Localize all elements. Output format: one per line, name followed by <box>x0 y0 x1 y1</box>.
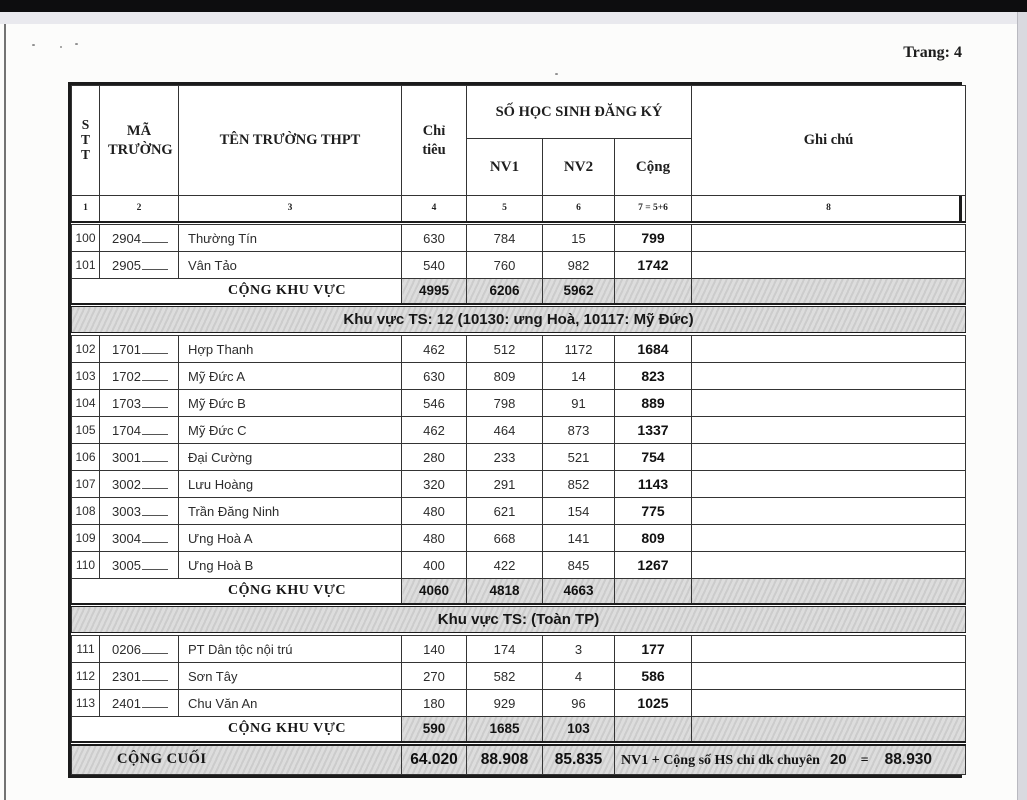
nv1-cell: 798 <box>467 390 543 417</box>
chi-tieu-cell: 546 <box>402 390 467 417</box>
ghi-chu-cell <box>692 252 966 279</box>
nv1-cell: 582 <box>467 663 543 690</box>
nv1-cell: 291 <box>467 471 543 498</box>
header-ma-truong-label: MÃ TRƯỜNG <box>108 123 173 158</box>
grand-total-row <box>72 745 966 775</box>
nv1-cell: 809 <box>467 363 543 390</box>
nv2-cell: 141 <box>543 525 615 552</box>
school-name-cell: Chu Văn An <box>179 690 402 717</box>
stt-cell: 111 <box>72 636 100 663</box>
grand-total-label-cell: CỘNG CUỐI <box>72 745 402 775</box>
code-cell <box>100 417 179 444</box>
stt-cell: 106 <box>72 444 100 471</box>
nv2-cell: 96 <box>543 690 615 717</box>
nv2-cell: 852 <box>543 471 615 498</box>
school-name-cell: Sơn Tây <box>179 663 402 690</box>
column-number: 8 <box>692 196 966 222</box>
stt-cell: 112 <box>72 663 100 690</box>
school-name-cell: Trần Đăng Ninh <box>179 498 402 525</box>
nv1-sum-cell: 4818 <box>467 579 543 604</box>
ghi-chu-cell <box>692 690 966 717</box>
chi-tieu-cell: 180 <box>402 690 467 717</box>
school-code: 0206 <box>112 641 141 657</box>
code-blank-line <box>142 424 168 435</box>
cong-cell: 775 <box>615 498 692 525</box>
nv2-cell: 4 <box>543 663 615 690</box>
region-sum-row <box>72 717 966 742</box>
cong-cell: 1337 <box>615 417 692 444</box>
code-blank-line <box>142 397 168 408</box>
cong-cell: 809 <box>615 525 692 552</box>
code-cell <box>100 498 179 525</box>
sum-label-cell: CỘNG KHU VỰC <box>72 279 402 304</box>
school-code: 3004 <box>112 530 141 546</box>
code-blank-line <box>142 505 168 516</box>
nv2-cell: 521 <box>543 444 615 471</box>
stt-letter: T <box>80 146 90 162</box>
chi-tieu-sum-cell: 590 <box>402 717 467 742</box>
stt-letter: S <box>81 117 90 133</box>
nv1-sum-cell: 1685 <box>467 717 543 742</box>
code-cell <box>100 690 179 717</box>
table-row <box>72 471 966 498</box>
school-code: 3002 <box>112 476 141 492</box>
school-code: 2301 <box>112 668 141 684</box>
code-cell <box>100 363 179 390</box>
cong-sum-cell <box>615 279 692 304</box>
page-number: Trang: 4 <box>903 44 962 61</box>
table-row <box>72 363 966 390</box>
code-cell <box>100 225 179 252</box>
ghi-chu-cell <box>692 225 966 252</box>
chi-tieu-cell: 630 <box>402 225 467 252</box>
school-code: 2904 <box>112 230 141 246</box>
school-code: 1704 <box>112 422 141 438</box>
ghi-chu-cell <box>692 363 966 390</box>
header-nv2: NV2 <box>543 139 615 196</box>
region-sum-row <box>72 279 966 304</box>
table-row <box>72 663 966 690</box>
table-body <box>72 222 966 775</box>
cong-sum-cell <box>615 717 692 742</box>
chi-tieu-cell: 140 <box>402 636 467 663</box>
header-stt <box>72 86 100 196</box>
code-blank-line <box>142 259 168 270</box>
school-name-cell: Ưng Hoà B <box>179 552 402 579</box>
cong-cell: 1267 <box>615 552 692 579</box>
code-blank-line <box>142 451 168 462</box>
school-name-cell: Lưu Hoàng <box>179 471 402 498</box>
ghi-chu-sum-cell <box>692 279 966 304</box>
chi-tieu-cell: 480 <box>402 498 467 525</box>
cong-cell: 177 <box>615 636 692 663</box>
code-cell <box>100 336 179 363</box>
nv1-cell: 512 <box>467 336 543 363</box>
ghi-chu-sum-cell <box>692 717 966 742</box>
nv2-sum-cell: 4663 <box>543 579 615 604</box>
column-numbers-row <box>72 196 966 222</box>
ghi-chu-cell <box>692 417 966 444</box>
code-blank-line <box>142 643 168 654</box>
nv2-cell: 14 <box>543 363 615 390</box>
region-header-cell: Khu vực TS: (Toàn TP) <box>72 607 966 633</box>
nv1-total-cell: 88.908 <box>467 745 543 775</box>
ghi-chu-cell <box>692 390 966 417</box>
school-name-cell: Hợp Thanh <box>179 336 402 363</box>
cong-cell: 889 <box>615 390 692 417</box>
school-name-cell: Thường Tín <box>179 225 402 252</box>
nv1-cell: 621 <box>467 498 543 525</box>
header-ma-truong <box>100 86 179 196</box>
column-number: 2 <box>100 196 179 222</box>
header-cong: Cộng <box>615 139 692 196</box>
note-number: 20 <box>829 750 847 768</box>
table-row <box>72 417 966 444</box>
school-name-cell: Mỹ Đức B <box>179 390 402 417</box>
chi-tieu-cell: 400 <box>402 552 467 579</box>
code-blank-line <box>142 697 168 708</box>
stt-cell: 110 <box>72 552 100 579</box>
cong-cell: 754 <box>615 444 692 471</box>
code-cell <box>100 390 179 417</box>
nv2-cell: 3 <box>543 636 615 663</box>
nv2-cell: 1172 <box>543 336 615 363</box>
ghi-chu-cell <box>692 444 966 471</box>
cong-sum-cell <box>615 579 692 604</box>
chi-tieu-sum-cell: 4060 <box>402 579 467 604</box>
header-nv1: NV1 <box>467 139 543 196</box>
stt-cell: 102 <box>72 336 100 363</box>
cong-cell: 1742 <box>615 252 692 279</box>
screenshot-top-bar <box>0 0 1027 12</box>
sum-label-cell: CỘNG KHU VỰC <box>72 717 402 742</box>
scan-speck <box>75 43 78 45</box>
chi-tieu-cell: 540 <box>402 252 467 279</box>
table-row <box>72 444 966 471</box>
nv2-total-cell: 85.835 <box>543 745 615 775</box>
grand-total-note-cell <box>615 745 966 775</box>
chi-tieu-cell: 270 <box>402 663 467 690</box>
nv1-cell: 668 <box>467 525 543 552</box>
table-row <box>72 498 966 525</box>
table-row <box>72 636 966 663</box>
school-name-cell: Ưng Hoà A <box>179 525 402 552</box>
note-equals: = <box>860 752 869 768</box>
table-row <box>72 390 966 417</box>
stt-cell: 104 <box>72 390 100 417</box>
nv2-sum-cell: 103 <box>543 717 615 742</box>
code-cell <box>100 552 179 579</box>
stt-cell: 108 <box>72 498 100 525</box>
nv1-cell: 422 <box>467 552 543 579</box>
nv1-cell: 929 <box>467 690 543 717</box>
ghi-chu-cell <box>692 663 966 690</box>
code-blank-line <box>142 232 168 243</box>
stt-cell: 107 <box>72 471 100 498</box>
chi-tieu-cell: 280 <box>402 444 467 471</box>
region-sum-row <box>72 579 966 604</box>
code-blank-line <box>142 559 168 570</box>
nv1-cell: 784 <box>467 225 543 252</box>
column-number: 3 <box>179 196 402 222</box>
cong-cell: 1684 <box>615 336 692 363</box>
nv1-cell: 233 <box>467 444 543 471</box>
column-number: 1 <box>72 196 100 222</box>
cong-cell: 1025 <box>615 690 692 717</box>
column-number: 5 <box>467 196 543 222</box>
code-blank-line <box>142 370 168 381</box>
code-cell <box>100 525 179 552</box>
ghi-chu-sum-cell <box>692 579 966 604</box>
cong-cell: 1143 <box>615 471 692 498</box>
table-row <box>72 552 966 579</box>
ghi-chu-cell <box>692 552 966 579</box>
header-so-hoc-sinh: SỐ HỌC SINH ĐĂNG KÝ <box>467 86 692 139</box>
table-row <box>72 252 966 279</box>
code-blank-line <box>142 343 168 354</box>
cong-cell: 823 <box>615 363 692 390</box>
school-name-cell: Mỹ Đức A <box>179 363 402 390</box>
nv1-cell: 760 <box>467 252 543 279</box>
chi-tieu-cell: 480 <box>402 525 467 552</box>
scan-speck <box>60 46 62 48</box>
school-code: 2905 <box>112 257 141 273</box>
region-header-cell: Khu vực TS: 12 (10130: ưng Hoà, 10117: Mỹ Đức) <box>72 307 966 333</box>
sum-label-cell: CỘNG KHU VỰC <box>72 579 402 604</box>
header-chi-tieu-label: Chỉ tiêu <box>422 123 446 158</box>
chi-tieu-cell: 320 <box>402 471 467 498</box>
school-name-cell: Mỹ Đức C <box>179 417 402 444</box>
stt-cell: 113 <box>72 690 100 717</box>
school-name-cell: Đại Cường <box>179 444 402 471</box>
header-chi-tieu <box>402 86 467 196</box>
table-row <box>72 336 966 363</box>
note-total: 88.930 <box>884 750 933 768</box>
nv1-cell: 174 <box>467 636 543 663</box>
column-number: 6 <box>543 196 615 222</box>
chi-tieu-cell: 462 <box>402 417 467 444</box>
scan-speck <box>555 73 558 75</box>
table-row <box>72 225 966 252</box>
code-cell <box>100 444 179 471</box>
code-blank-line <box>142 478 168 489</box>
nv2-cell: 15 <box>543 225 615 252</box>
cong-cell: 799 <box>615 225 692 252</box>
scan-left-edge-line <box>4 24 6 800</box>
school-code: 3003 <box>112 503 141 519</box>
school-name-cell: PT Dân tộc nội trú <box>179 636 402 663</box>
header-row-1 <box>72 86 966 139</box>
column-number: 7 = 5+6 <box>615 196 692 222</box>
ghi-chu-cell <box>692 525 966 552</box>
school-code: 2401 <box>112 695 141 711</box>
nv2-cell: 873 <box>543 417 615 444</box>
stt-cell: 100 <box>72 225 100 252</box>
column-number: 4 <box>402 196 467 222</box>
code-blank-line <box>142 670 168 681</box>
page-top-margin <box>0 12 1027 24</box>
header-ghi-chu: Ghi chú <box>692 86 966 196</box>
note-text: NV1 + Cộng số HS chỉ dk chuyên <box>621 752 820 768</box>
header-ten-truong: TÊN TRƯỜNG THPT <box>179 86 402 196</box>
stt-cell: 103 <box>72 363 100 390</box>
nv2-cell: 845 <box>543 552 615 579</box>
cong-cell: 586 <box>615 663 692 690</box>
school-name-cell: Vân Tảo <box>179 252 402 279</box>
code-cell <box>100 252 179 279</box>
region-header-row <box>72 307 966 333</box>
stt-cell: 101 <box>72 252 100 279</box>
admissions-table-grid <box>71 85 966 775</box>
scan-right-edge <box>1017 12 1027 800</box>
nv2-cell: 982 <box>543 252 615 279</box>
nv2-sum-cell: 5962 <box>543 279 615 304</box>
stt-letter: T <box>80 132 90 148</box>
chi-tieu-total-cell: 64.020 <box>402 745 467 775</box>
table-row <box>72 690 966 717</box>
ghi-chu-cell <box>692 471 966 498</box>
ghi-chu-cell <box>692 336 966 363</box>
code-cell <box>100 636 179 663</box>
nv1-sum-cell: 6206 <box>467 279 543 304</box>
school-code: 1702 <box>112 368 141 384</box>
scan-speck <box>32 44 35 46</box>
school-code: 3005 <box>112 557 141 573</box>
school-code: 1701 <box>112 341 141 357</box>
code-cell <box>100 471 179 498</box>
chi-tieu-sum-cell: 4995 <box>402 279 467 304</box>
school-code: 1703 <box>112 395 141 411</box>
admissions-table <box>68 82 962 778</box>
code-blank-line <box>142 532 168 543</box>
nv1-cell: 464 <box>467 417 543 444</box>
nv2-cell: 154 <box>543 498 615 525</box>
school-code: 3001 <box>112 449 141 465</box>
stt-cell: 105 <box>72 417 100 444</box>
code-cell <box>100 663 179 690</box>
chi-tieu-cell: 462 <box>402 336 467 363</box>
ghi-chu-cell <box>692 498 966 525</box>
ghi-chu-cell <box>692 636 966 663</box>
region-header-row <box>72 607 966 633</box>
table-row <box>72 525 966 552</box>
nv2-cell: 91 <box>543 390 615 417</box>
stt-cell: 109 <box>72 525 100 552</box>
chi-tieu-cell: 630 <box>402 363 467 390</box>
